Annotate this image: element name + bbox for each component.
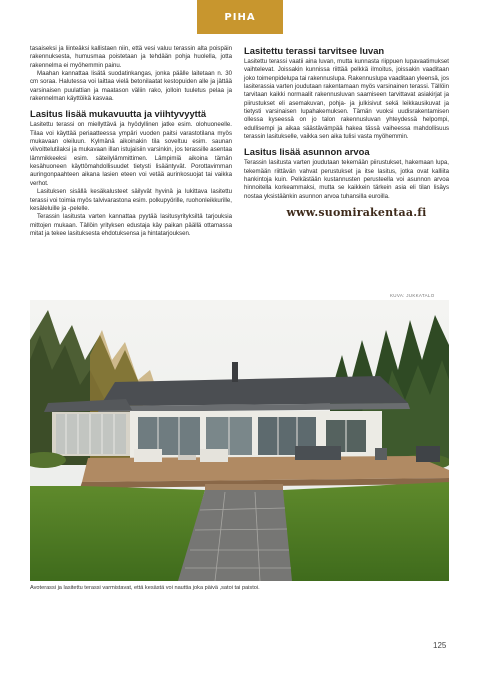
intro-paragraph-2: Maahan kannattaa lisätä suodatinkangas, jonka päälle laitetaan n. 30 cm soraa. Halutessa voi laittaa vielä betonilaatat kestopuiden alle ja jättää varsinaisen puulattian ja maatason väliin rako, jolloin tuuletus pelaa ja rakennelman käyttöikä kasvaa. [30,70,232,103]
house-terrace-photo [30,300,449,581]
photo-credit: KUVA: JUKKATALO [390,293,435,298]
body-paragraph: Lasituksen sisällä kesäkalusteet säilyvät hyvinä ja lukittava lasitettu terassi voi toimia myös talvivarastona esim. polkupyörille, ruohonleikkurille, kesäleluille ja -pelelle. [30,188,232,212]
header-bar [0,0,480,36]
body-paragraph: Lasitettu terassi on miellyttävä ja hyödyllinen jatke esim. olohuoneelle. Tilaa voi käyttää periaatteessa ympäri vuoden paitsi varastotilana myös mukavaan oleiluun. Kylmänä aikoinakin tila soveltuu esim. saunan vilvoittelutilaksi ja mukavaan illan istujaisiin varsinkin, jos terassille asentaa lämmikkeeksi esim. säteilylämmittimen. Lämpimiä aikoina tämän kesähuoneen käyttömahdollisuudet tietysti lisääntyvät. Porottavimman auringonpaahteen aikana lasien eteen voi vetää aurinkosuojat tai vaikka verhot. [30,121,232,187]
page-number: 125 [433,641,447,650]
section-heading: Lasitus lisää mukavuutta ja viihtyvyyttä [30,108,207,120]
website-link[interactable]: www.suomirakentaa.fi [286,206,427,220]
section-title: PIHA [224,11,256,23]
left-column [30,45,232,238]
section-tab [197,0,283,34]
section-heading: Lasitettu terassi tarvitsee luvan [244,45,385,56]
body-paragraph: Lasitettu terassi vaatii aina luvan, mutta kunnasta riippuen lupavaatimukset vaihtelevat. Joissakin kunnissa riittää pelkkä ilmoitus, joissakin vaaditaan joko toimenpidelupa tai rakennuslupa. Rakennuslupa vaaditaan yleensä, jos lasiterassia varten joudutaan rakentamaan myös varsinainen terassi. Tällöin tarvitaan kaikki normaalit rakennusluvan saamiseen tarvittavat asiakirjat ja piirustukset eli asemakuvan, pohja- ja julkisivut sekä leikkausikuvat ja tietysti varsinaisen lupahakemuksen. Tämän vuoksi uudisrakentamisen ollessa kyseessä on jo talon rakennusluvan yhteydessä helpompi, edullisempi ja aikaa säästävämpää hakea tässä vaiheessa mahdollisuus terassin lasitukselle, vaikka sen aika tulisi vasta myöhemmin. [244,58,449,141]
right-column [244,45,449,218]
photo-caption: Avoterassi ja lasitettu terassi varmistavat, että kesästä voi nauttia joka päivä ,satoi tai paistoi. [30,585,260,591]
section-heading: Lasitus lisää asunnon arvoa [244,146,370,158]
body-paragraph: Terassin lasitusta varten joudutaan tekemään piirustukset, hakemaan lupa, tekemään riittävän vahvat perustukset ja itse lasitus, jotka ovat kalliita hankintoja kuin. Pelkästään kustannusten perusteella voi asunnon arvoa hinnoitella korkeammaksi, mutta se kaikkein tärkein asia eli tilan lisäys nostaa yksistäänkin asunnon arvoa tuhansilla euroilla. [244,159,449,200]
body-paragraph: Terassin lasitusta varten kannattaa pyytää lasitusyrityksiltä tarjouksia mittojen mukaan. Tällöin yrityksen edustaja käy paikan päällä ottamassa mitat ja tekee lasituksesta ehdotuksensa ja hintatarjouksen. [30,213,232,237]
intro-paragraph: tasaiseksi ja liinteäksi kallistaen niin, että vesi valuu terassin alta poispäin rakennuksesta, humusmaa poistetaan ja tehdään pohja huolella, jotta rakennelma ei myöhemmin painu. [30,45,232,69]
